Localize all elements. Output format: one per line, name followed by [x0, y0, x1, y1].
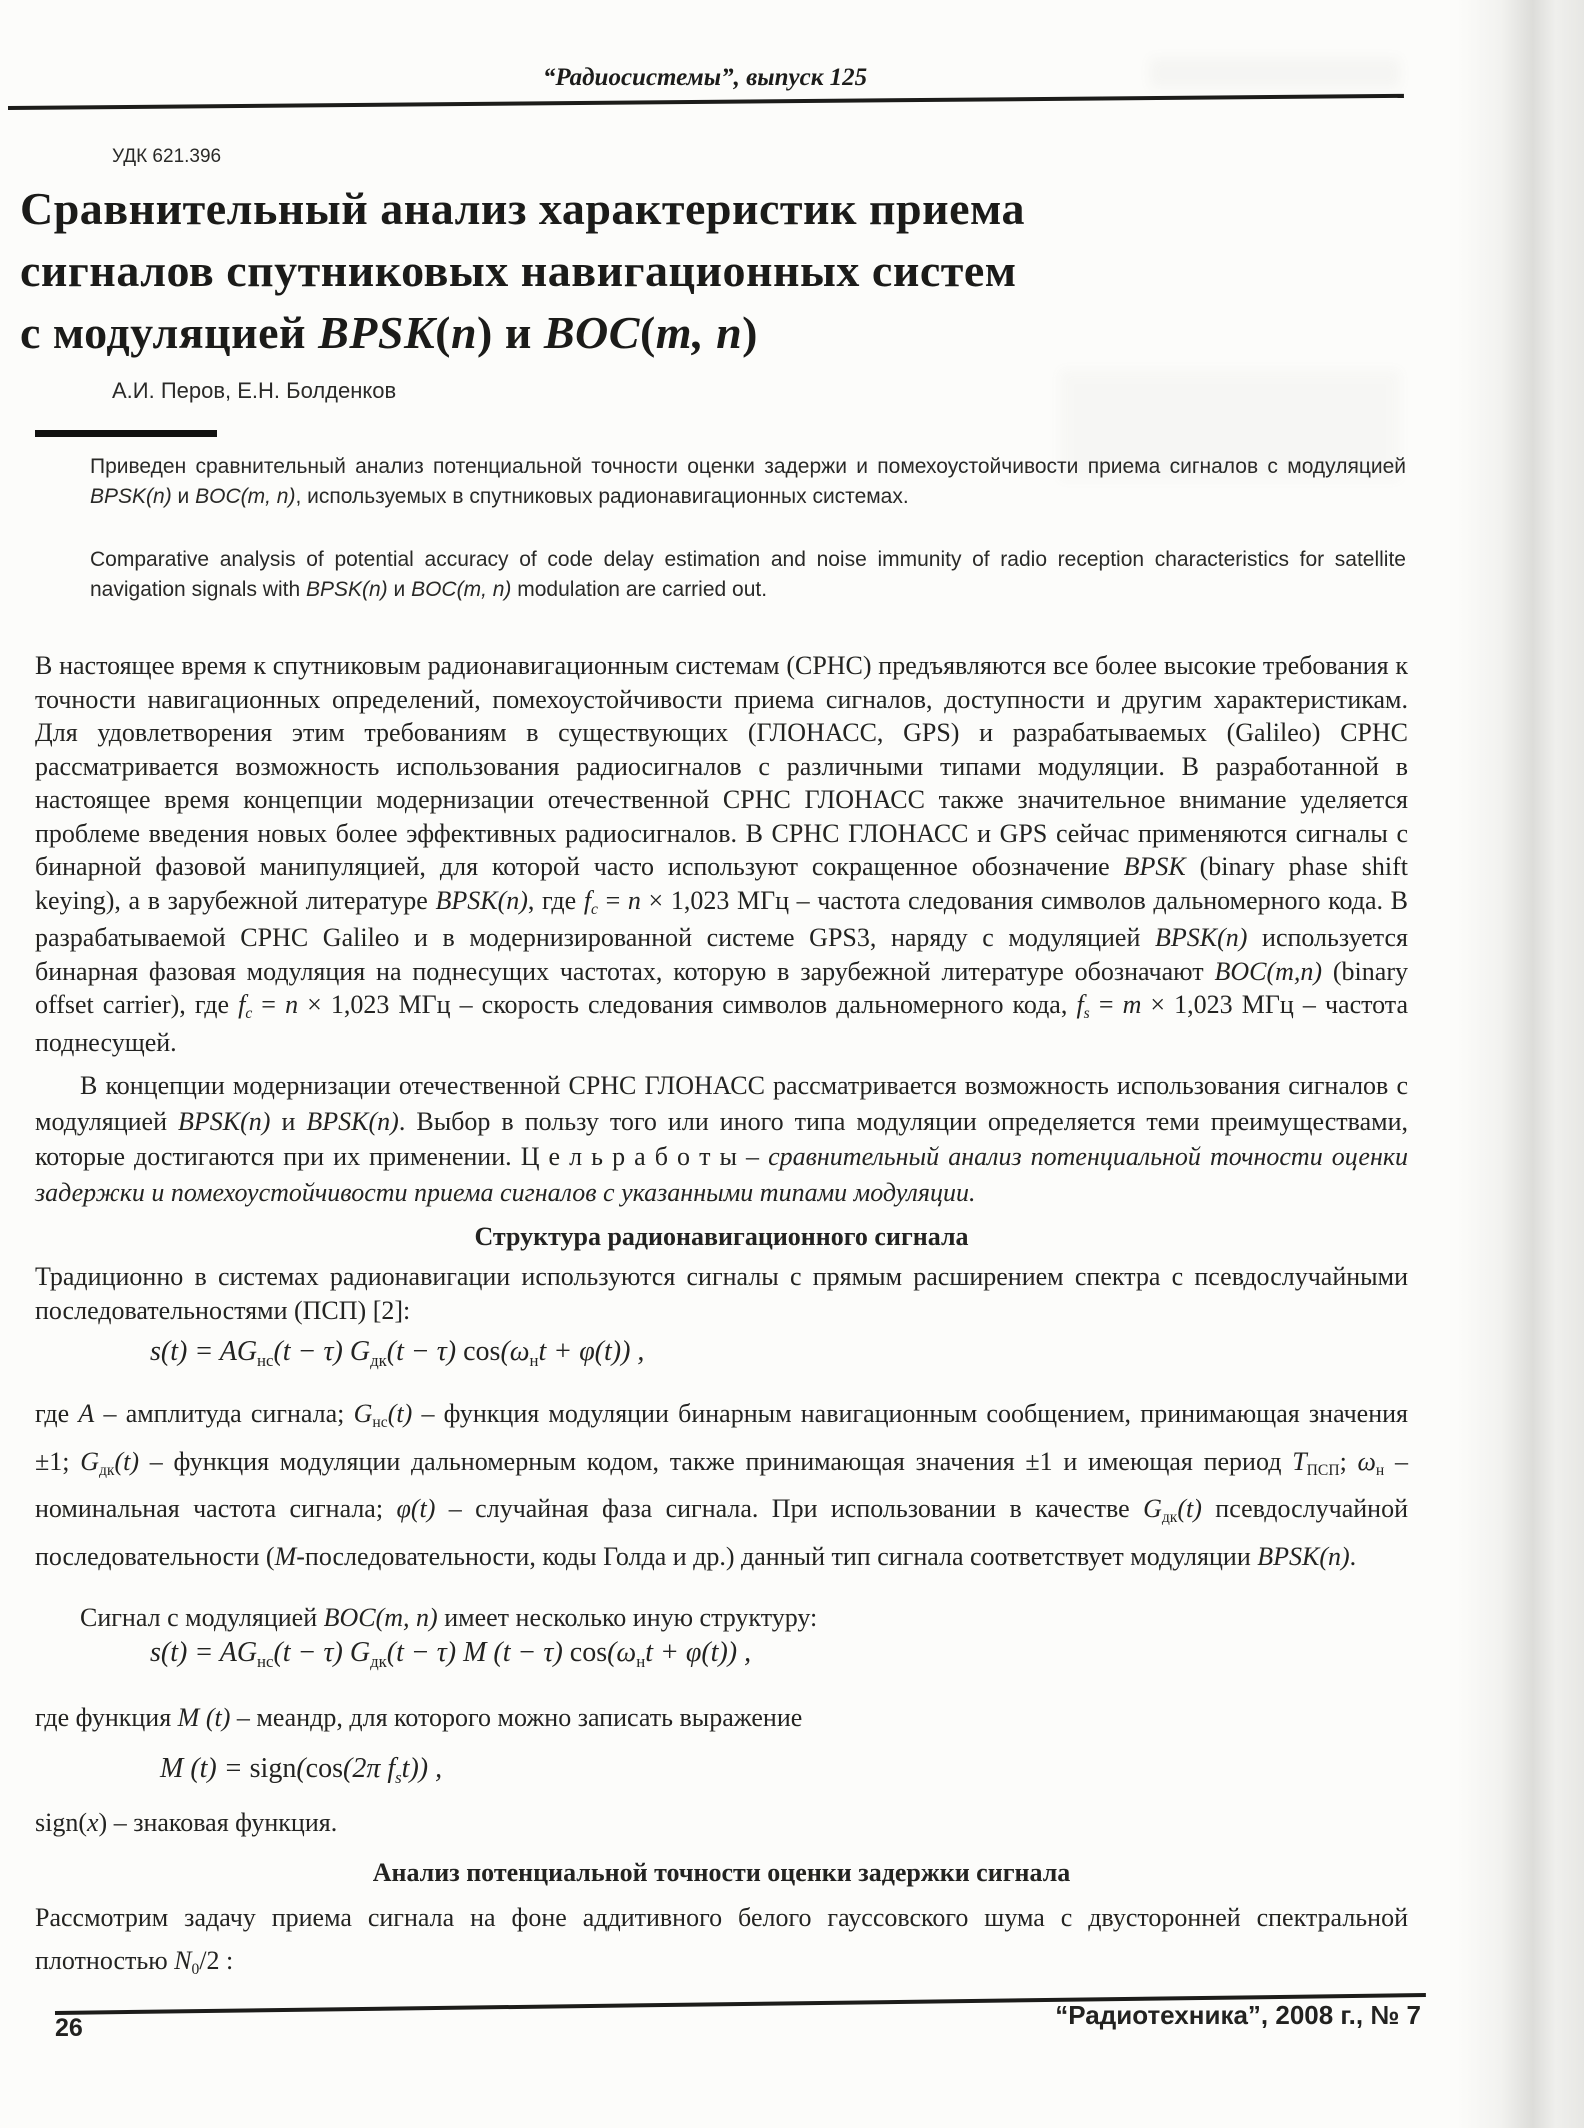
paragraph-meander: где функция M (t) – меандр, для которого можно записать выражение	[35, 1703, 803, 1732]
article-title-line3: с модуляцией BPSK(n) и BOC(m, n)	[20, 307, 758, 358]
paragraph-definitions: где A – амплитуда сигнала; Gнс(t) – функция модуляции бинарным навигационным сообщением, принимающая значения ±1; Gдк(t) – функция модуляции дальномерным кодом, также принимающая значения ±1 и имеющая период TПСП; ωн – номинальная частота сигнала; φ(t) – случайная фаза сигнала. При использовании в качестве Gдк(t) псевдослучайной последовательности (M-последовательности, коды Голда и др.) данный тип сигнала соответствует модуляции BPSK(n).	[35, 1399, 1408, 1571]
abstract-english: Comparative analysis of potential accuracy of code delay estimation and noise immunity of radio reception characteristics for satellite navigation signals with BPSK(n) и BOC(m, n) modulation are carried out.	[90, 548, 1406, 601]
udc-code: УДК 621.396	[112, 146, 222, 167]
authors-rule	[35, 430, 217, 437]
header-rule	[8, 94, 1404, 110]
abstract-russian: Приведен сравнительный анализ потенциальной точности оценки задержи и помехоустойчивости приема сигналов с модуляцией BPSK(n) и BOC(m, n), используемых в спутниковых радионавигационных системах.	[90, 455, 1406, 508]
paragraph-noise-setup: Рассмотрим задачу приема сигнала на фоне аддитивного белого гауссовского шума с двусторонней спектральной плотностью N0/2 :	[35, 1903, 1408, 1979]
section-heading-accuracy-analysis: Анализ потенциальной точности оценки задержки сигнала	[372, 1858, 1071, 1887]
paragraph-goal: В концепции модернизации отечественной СРНС ГЛОНАСС рассматривается возможность использования сигналов с модуляцией BPSK(n) и BPSK(n). Выбор в пользу того или иного типа модуляции определяется теми преимуществами, которые достигаются при их применении. Ц е л ь р а б о т ы – сравнительный анализ потенциальной точности оценки задержки и помехоустойчивости приема сигналов с указанными типами модуляции.	[35, 1071, 1409, 1207]
paragraph-intro: В настоящее время к спутниковым радионавигационным системам (СРНС) предъявляются все более высокие требования к точности навигационных определений, помехоустойчивости приема сигналов, доступности и другим характеристикам. Для удовлетворения этим требованиям в существующих (ГЛОНАСС, GPS) и разрабатываемых (Galileo) СРНС рассматривается возможность использования радиосигналов с различными типами модуляции. В разработанной в настоящее время концепции модернизации отечественной СРНС ГЛОНАСС также значительное внимание уделяется проблеме введения новых более эффективных радиосигналов. В СРНС ГЛОНАСС и GPS сейчас применяются сигналы с бинарной фазовой манипуляцией, для которой часто используют сокращенное обозначение BPSK (binary phase shift keying), а в зарубежной литературе BPSK(n), где fc = n × 1,023 МГц – частота следования символов дальномерного кода. В разрабатываемой СРНС Galileo и в модернизированной системе GPS3, наряду с модуляцией BPSK(n) используется бинарная фазовая модуляция на поднесущих частотах, которую в зарубежной литературе обозначают BOC(m,n) (binary offset carrier), где fc = n × 1,023 МГц – скорость следования символов дальномерного кода, fs = m × 1,023 МГц – частота поднесущей.	[35, 651, 1409, 1057]
formula-bpsk-signal: s(t) = AGнс(t − τ) Gдк(t − τ) cos(ωнt + φ(t)) ,	[150, 1336, 645, 1370]
footer-journal-reference: “Радиотехника”, 2008 г., № 7	[1055, 2000, 1421, 2030]
formula-boc-signal: s(t) = AGнс(t − τ) Gдк(t − τ) M (t − τ) cos(ωнt + φ(t)) ,	[150, 1637, 752, 1671]
journal-issue-header: “Радиосистемы”, выпуск 125	[542, 64, 868, 91]
article-title-line2: сигналов спутниковых навигационных систем	[20, 245, 1017, 296]
article-title	[20, 178, 1400, 364]
paragraph-boc-intro: Сигнал с модуляцией BOC(m, n) имеет несколько иную структуру:	[80, 1603, 818, 1632]
paragraph-psp: Традиционно в системах радионавигации используются сигналы с прямым расширением спектра с псевдослучайными последовательностями (ПСП) [2]:	[35, 1262, 1408, 1325]
formula-meander: M (t) = sign(cos(2π fst)) ,	[160, 1753, 443, 1787]
section-heading-signal-structure: Структура радионавигационного сигнала	[474, 1222, 969, 1251]
paragraph-sign-function: sign(x) – знаковая функция.	[35, 1808, 338, 1837]
page-number: 26	[55, 2014, 83, 2042]
scan-edge-shadow	[1456, 0, 1584, 2128]
article-title-line1: Сравнительный анализ характеристик приема	[20, 183, 1026, 234]
authors-line: А.И. Перов, Е.Н. Болденков	[112, 378, 397, 403]
